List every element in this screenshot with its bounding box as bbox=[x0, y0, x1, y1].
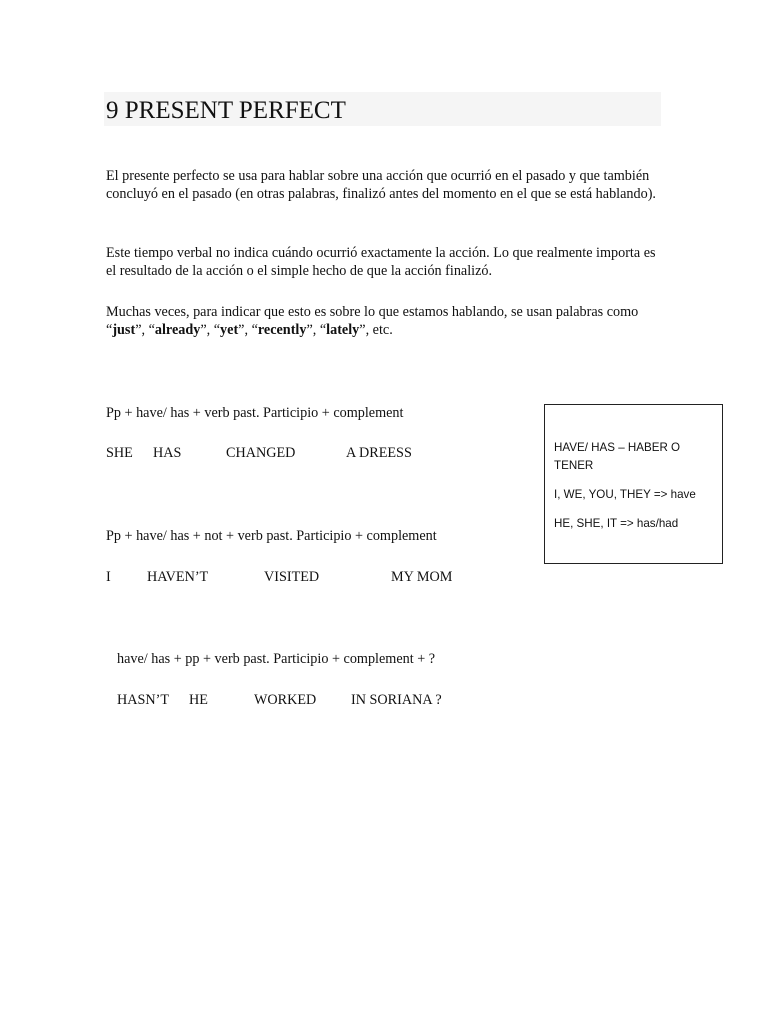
interrogative-formula: have/ has + pp + verb past. Participio + complement + ? bbox=[117, 651, 436, 667]
affirmative-complement: A DREESS bbox=[346, 445, 412, 461]
affirmative-formula: Pp + have/ has + verb past. Participio + complement bbox=[106, 405, 404, 421]
keywords-intro: Muchas veces, para indicar que esto es sobre lo que estamos hablando, se usan palabras como bbox=[106, 304, 639, 320]
negative-participle: VISITED bbox=[264, 569, 320, 585]
paragraph-keywords-text: Muchas veces, para indicar que esto es sobre lo que estamos hablando, se usan palabras como “just”, “already”, “yet”, “recently”, “lately”, etc. bbox=[106, 304, 639, 338]
note-box-line-2: I, WE, YOU, THEY => have bbox=[554, 488, 696, 501]
interrogative-participle: WORKED bbox=[254, 692, 317, 708]
keyword-yet: yet bbox=[220, 321, 239, 338]
affirmative-subject: SHE bbox=[106, 445, 133, 461]
keyword-recently: recently bbox=[257, 321, 307, 338]
note-box-line-3: HE, SHE, IT => has/had bbox=[554, 517, 679, 530]
paragraph-definition-text: El presente perfecto se usa para hablar sobre una acción que ocurrió en el pasado y que también concluyó en el pasado (en otras palabras, finalizó antes del momento en el que se está hablando). bbox=[106, 168, 656, 202]
interrogative-subject: HE bbox=[189, 692, 208, 708]
affirmative-participle: CHANGED bbox=[226, 445, 296, 461]
keyword-already: already bbox=[154, 321, 201, 338]
affirmative-auxiliary: HAS bbox=[153, 445, 182, 461]
keywords-end: , etc. bbox=[365, 321, 393, 338]
page-title: 9 PRESENT PERFECT bbox=[106, 97, 346, 124]
paragraph-result bbox=[106, 245, 666, 280]
paragraph-result-text: Este tiempo verbal no indica cuándo ocurrió exactamente la acción. Lo que realmente importa es el resultado de la acción o el simple hecho de que la acción finalizó. bbox=[106, 245, 656, 279]
negative-formula: Pp + have/ has + not + verb past. Participio + complement bbox=[106, 528, 437, 544]
paragraph-keywords bbox=[106, 304, 666, 339]
note-box-line-1: HAVE/ HAS – HABER O TENER bbox=[554, 441, 681, 472]
interrogative-auxiliary: HASN’T bbox=[117, 692, 170, 708]
note-box bbox=[544, 404, 723, 564]
keyword-lately: lately bbox=[326, 321, 360, 338]
negative-subject: I bbox=[106, 569, 111, 585]
negative-complement: MY MOM bbox=[391, 569, 453, 585]
negative-auxiliary: HAVEN’T bbox=[147, 569, 209, 585]
paragraph-definition bbox=[106, 168, 666, 203]
keyword-just: just bbox=[112, 321, 136, 338]
interrogative-complement: IN SORIANA ? bbox=[351, 692, 442, 708]
